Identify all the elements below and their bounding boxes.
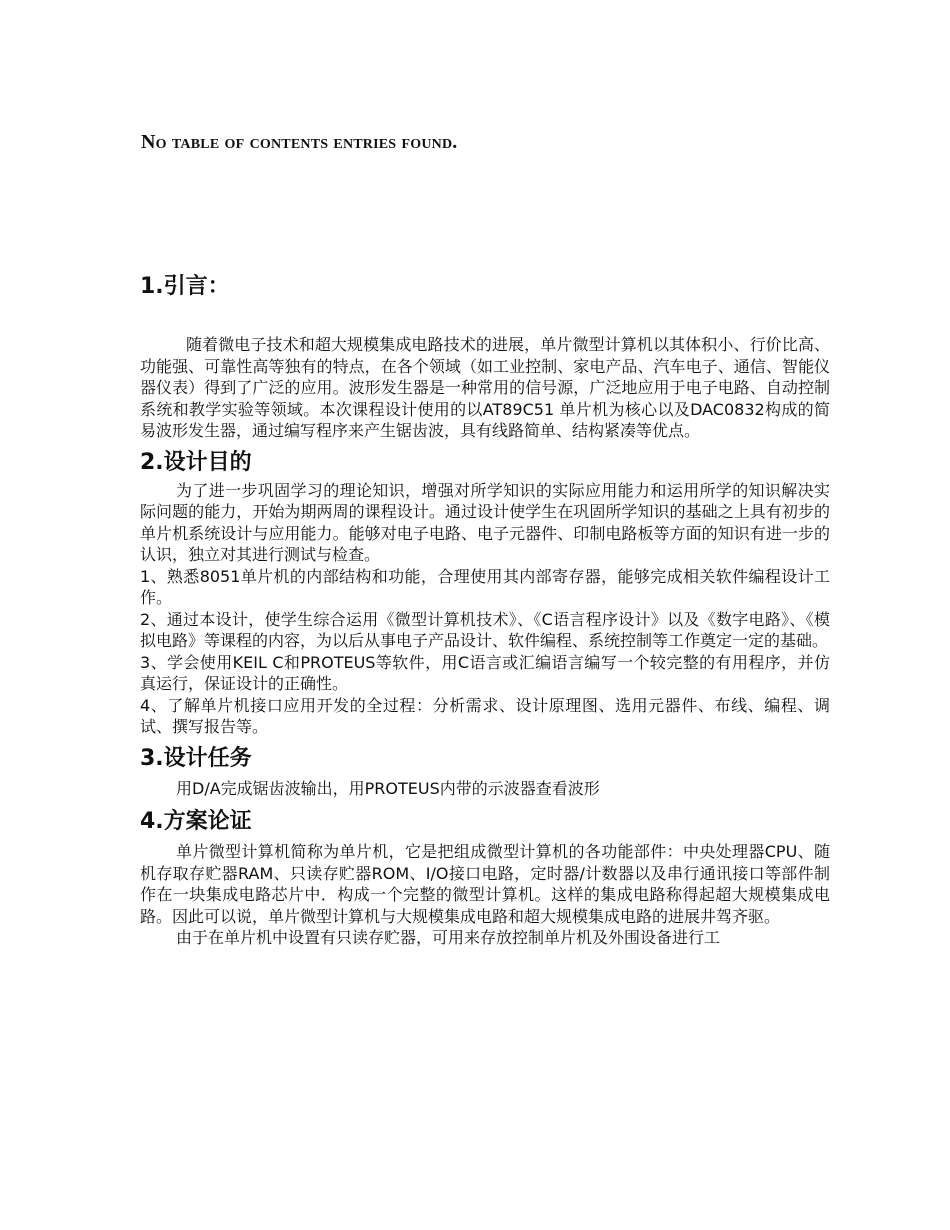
section-heading-scheme-argument: 4.方案论证 bbox=[140, 809, 252, 834]
list-item: 3、学会使用KEIL C和PROTEUS等软件，用C语言或汇编语言编写一个较完整的有用程序，并仿真运行，保证设计的正确性。 bbox=[140, 652, 830, 693]
list-item: 1、熟悉8051单片机的内部结构和功能，合理使用其内部寄存器，能够完成相关软件编程设计工作。 bbox=[140, 566, 830, 607]
list-item: 4、了解单片机接口应用开发的全过程：分析需求、设计原理图、选用元器件、布线、编程、调试、撰写报告等。 bbox=[140, 695, 830, 736]
list-item: 2、通过本设计，使学生综合运用《微型计算机技术》、《C语言程序设计》以及《数字电路》、《模拟电路》等课程的内容，为以后从事电子产品设计、软件编程、系统控制等工作奠定一定的基础。 bbox=[140, 609, 830, 650]
section-heading-introduction: 1.引言： bbox=[140, 274, 230, 299]
section-heading-design-purpose: 2.设计目的 bbox=[140, 449, 252, 475]
section-paragraph: 为了进一步巩固学习的理论知识，增强对所学知识的实际应用能力和运用所学的知识解决实际问题的能力，开始为期两周的课程设计。通过设计使学生在巩固所学知识的基础之上具有初步的单片机系统设计与应用能力。能够对电子电路、电子元器件、印制电路板等方面的知识有进一步的认识，独立对其进行测试与检查。 bbox=[140, 480, 830, 564]
document-body bbox=[140, 272, 830, 949]
section-heading-design-task: 3.设计任务 bbox=[140, 745, 252, 771]
section-paragraph: 由于在单片机中设置有只读存贮器，可用来存放控制单片机及外围设备进行工 bbox=[176, 928, 721, 947]
section-paragraph: 随着微电子技术和超大规模集成电路技术的进展，单片微型计算机以其体积小、行价比高、功能强、可靠性高等独有的特点，在各个领域（如工业控制、家电产品、汽车电子、通信、智能仪器仪表）得到了广泛的应用。波形发生器是一种常用的信号源，广泛地应用于电子电路、自动控制系统和教学实验等领域。本次课程设计使用的以AT89C51 单片机为核心以及DAC0832构成的简易波形发生器，通过编写程序来产生锯齿波，具有线路简单、结构紧凑等优点。 bbox=[140, 335, 830, 440]
section-paragraph: 单片微型计算机简称为单片机，它是把组成微型计算机的各功能部件：中央处理器CPU、随机存取存贮器RAM、只读存贮器ROM、I/O接口电路，定时器/计数器以及串行通讯接口等部件制作在一块集成电路芯片中．构成一个完整的微型计算机。这样的集成电路称得起超大规模集成电路。因此可以说，单片微型计算机与大规模集成电路和超大规模集成电路的进展井驾齐驱。 bbox=[140, 842, 830, 926]
toc-notice: No table of contents entries found. bbox=[141, 131, 458, 153]
section-paragraph: 用D/A完成锯齿波输出，用PROTEUS内带的示波器查看波形 bbox=[176, 778, 600, 798]
